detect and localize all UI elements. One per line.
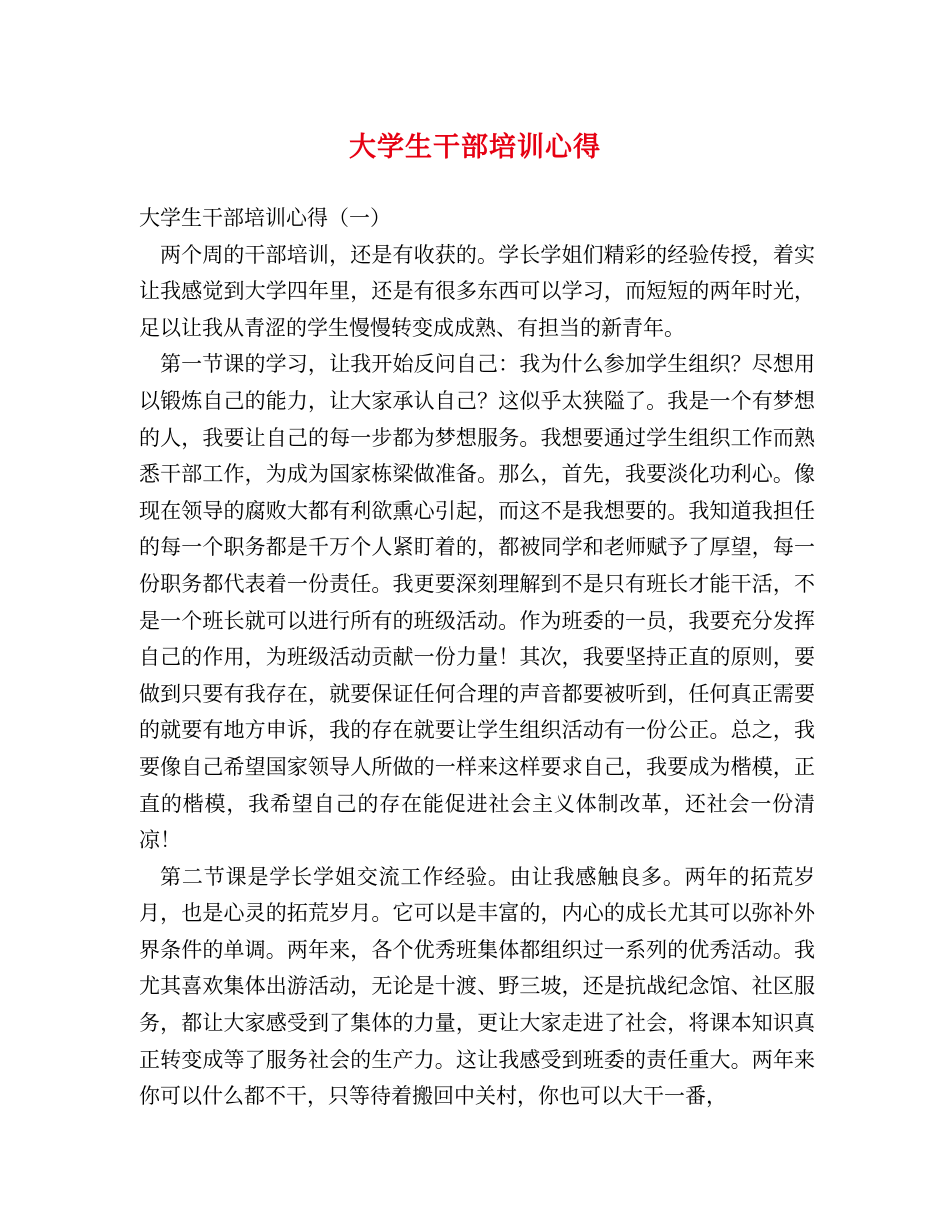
- paragraph-3: 第二节课是学长学姐交流工作经验。由让我感触良多。两年的拓荒岁月，也是心灵的拓荒岁月。它可以是丰富的，内心的成长尤其可以弥补外界条件的单调。两年来，各个优秀班集体都组织过一系列的优秀活动。我尤其喜欢集体出游活动，无论是十渡、野三坡，还是抗战纪念馆、社区服务，都让大家感受到了集体的力量，更让大家走进了社会，将课本知识真正转变成等了服务社会的生产力。这让我感受到班委的责任重大。两年来你可以什么都不干，只等待着搬回中关村，你也可以大干一番，: [139, 864, 815, 1109]
- paragraph-1: 两个周的干部培训，还是有收获的。学长学姐们精彩的经验传授，着实让我感觉到大学四年里，还是有很多东西可以学习，而短短的两年时光，足以让我从青涩的学生慢慢转变成成熟、有担当的新青年。: [139, 242, 815, 340]
- document-title: 大学生干部培训心得: [349, 132, 601, 163]
- section-heading: 大学生干部培训心得（一）: [139, 206, 391, 230]
- document-body: [139, 200, 815, 1115]
- paragraph-2: 第一节课的学习，让我开始反问自己：我为什么参加学生组织？尽想用以锻炼自己的能力，让大家承认自己？这似乎太狭隘了。我是一个有梦想的人，我要让自己的每一步都为梦想服务。我想要通过学生组织工作而熟悉干部工作，为成为国家栋梁做准备。那么，首先，我要淡化功利心。像现在领导的腐败大都有利欲熏心引起，而这不是我想要的。我知道我担任的每一个职务都是千万个人紧盯着的，都被同学和老师赋予了厚望，每一份职务都代表着一份责任。我更要深刻理解到不是只有班长才能干活，不是一个班长就可以进行所有的班级活动。作为班委的一员，我要充分发挥自己的作用，为班级活动贡献一份力量！其次，我要坚持正直的原则，要做到只要有我存在，就要保证任何合理的声音都要被听到，任何真正需要的就要有地方申诉，我的存在就要让学生组织活动有一份公正。总之，我要像自己希望国家领导人所做的一样来这样要求自己，我要成为楷模，正直的楷模，我希望自己的存在能促进社会主义体制改革，还社会一份清凉！: [139, 352, 815, 853]
